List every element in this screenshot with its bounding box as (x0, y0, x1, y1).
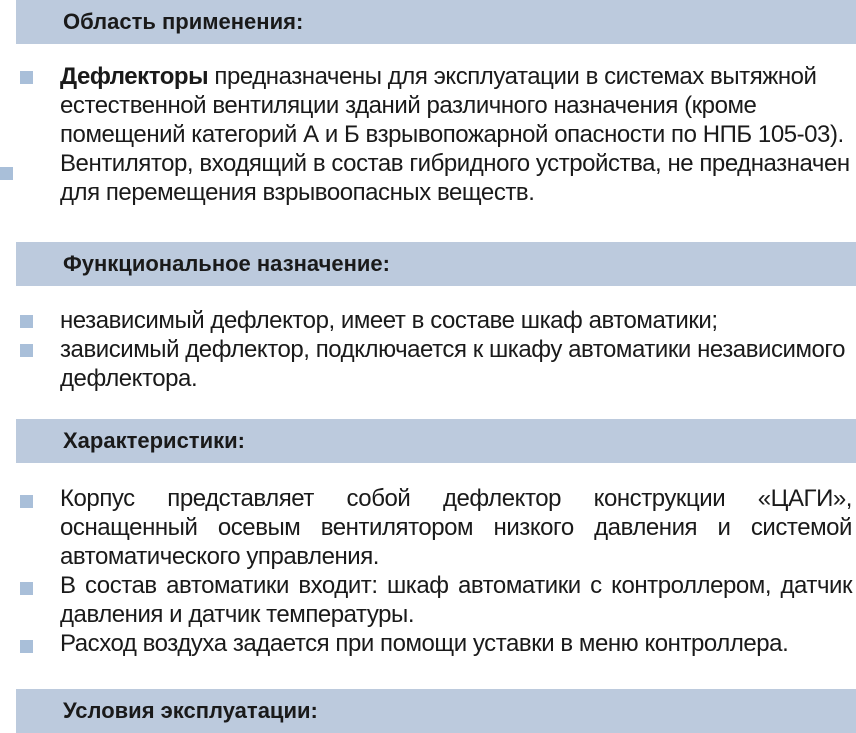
square-bullet-icon (20, 640, 33, 653)
section-title: Условия эксплуатации: (63, 698, 318, 723)
section-header-conditions (16, 689, 856, 733)
section-title: Область применения: (63, 9, 304, 34)
square-bullet-icon (20, 495, 33, 508)
deflectors-term: Дефлекторы (60, 63, 209, 90)
application-list (0, 62, 856, 207)
function-list (0, 306, 856, 393)
section-header-application (16, 0, 856, 44)
square-bullet-icon (20, 344, 33, 357)
section-header-characteristics (16, 419, 856, 463)
section-title: Характеристики: (63, 428, 245, 453)
list-item (0, 484, 856, 571)
list-item-text: независимый дефлектор, имеет в составе шкаф автоматики; (60, 307, 718, 334)
list-item (0, 629, 856, 658)
square-bullet-icon (20, 582, 33, 595)
square-bullet-icon (20, 315, 33, 328)
section-title: Функциональное назначение: (63, 251, 390, 276)
section-header-function (16, 242, 856, 286)
list-item-text: Корпус представляет собой дефлектор конструкции «ЦАГИ», оснащенный осевым вентилятором низкого давления и системой автоматического управления. (60, 485, 852, 570)
list-item (0, 571, 856, 629)
list-item-text: Расход воздуха задается при помощи уставки в меню контроллера. (60, 630, 789, 657)
list-item-text: В состав автоматики входит: шкаф автоматики с контроллером, датчик давления и датчик температуры. (60, 572, 852, 628)
square-bullet-icon (0, 167, 13, 180)
list-item (0, 62, 856, 207)
characteristics-list (0, 484, 856, 658)
square-bullet-icon (20, 71, 33, 84)
list-item-text: зависимый дефлектор, подключается к шкафу автоматики независимого дефлектора. (60, 336, 846, 392)
list-item (0, 306, 856, 335)
list-item (0, 335, 856, 393)
list-item-text: предназначены для эксплуатации в системах вытяжной естественной вентиляции зданий различного назначения (кроме помещений категорий А и Б взрывопожарной опасности по НПБ 105-03). Вентилятор, входящий в состав гибридного устройства, не предназначен для перемещения взрывоопасных веществ. (60, 63, 850, 206)
